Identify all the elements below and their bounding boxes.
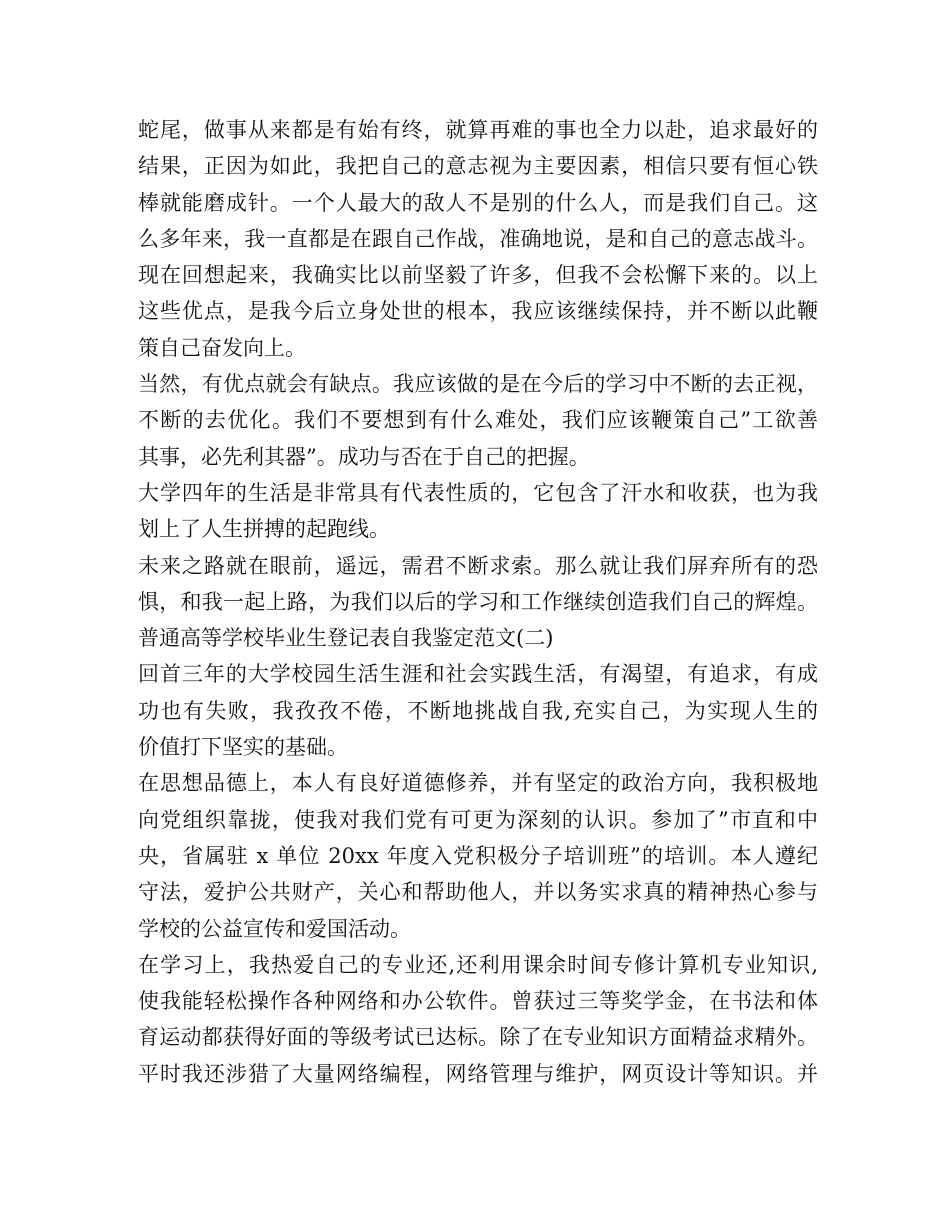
- text-line: 这些优点，是我今后立身处世的根本，我应该继续保持，并不断以此鞭: [138, 299, 818, 324]
- text-line: 在思想品德上，本人有良好道德修养，并有坚定的政治方向，我积极地: [138, 771, 818, 796]
- text-line: 惧，和我一起上路，为我们以后的学习和工作继续创造我们自己的辉煌。: [138, 589, 818, 614]
- text-line: 育运动都获得好面的等级考试已达标。除了在专业知识方面精益求精外。: [138, 1025, 818, 1050]
- text-line: 普通高等学校毕业生登记表自我鉴定范文(二): [138, 626, 554, 651]
- text-line: 当然，有优点就会有缺点。我应该做的是在今后的学习中不断的去正视，: [138, 372, 818, 397]
- document-body: [138, 112, 818, 1092]
- text-line: 使我能轻松操作各种网络和办公软件。曾获过三等奖学金，在书法和体: [138, 989, 818, 1014]
- text-line: 价值打下坚实的基础。: [138, 735, 348, 760]
- text-line: 蛇尾，做事从来都是有始有终，就算再难的事也全力以赴，追求最好的: [138, 118, 818, 142]
- text-line: 不断的去优化。我们不要想到有什么难处，我们应该鞭策自己”工欲善: [138, 408, 818, 433]
- text-line: 现在回想起来，我确实比以前坚毅了许多，但我不会松懈下来的。以上: [138, 263, 818, 288]
- text-line: 平时我还涉猎了大量网络编程，网络管理与维护，网页设计等知识。并: [138, 1061, 818, 1086]
- text-line: 在学习上，我热爱自己的专业还,还利用课余时间专修计算机专业知识,: [138, 952, 818, 977]
- text-line: 未来之路就在眼前，遥远，需君不断求索。那么就让我们屏弃所有的恐: [138, 553, 818, 578]
- text-line: 功也有失败，我孜孜不倦，不断地挑战自我,充实自己，为实现人生的: [138, 698, 818, 723]
- text-line: 结果，正因为如此，我把自己的意志视为主要因素，相信只要有恒心铁: [138, 154, 818, 179]
- text-line: 向党组织靠拢，使我对我们党有可更为深刻的认识。参加了”市直和中: [138, 807, 818, 832]
- text-line: 学校的公益宣传和爱国活动。: [138, 916, 411, 941]
- text-line: 么多年来，我一直都是在跟自己作战，准确地说，是和自己的意志战斗。: [138, 226, 818, 251]
- text-line: 守法，爱护公共财产，关心和帮助他人，并以务实求真的精神热心参与: [138, 880, 818, 905]
- text-line: 其事，必先利其器”。成功与否在于自己的把握。: [138, 444, 590, 469]
- text-line: 央，省属驻 x 单位 20xx 年度入党积极分子培训班”的培训。本人遵纪: [138, 843, 818, 868]
- text-line: 划上了人生拼搏的起跑线。: [138, 517, 390, 542]
- text-line: 大学四年的生活是非常具有代表性质的，它包含了汗水和收获，也为我: [138, 480, 818, 505]
- text-line: 策自己奋发向上。: [138, 335, 306, 360]
- text-line: 回首三年的大学校园生活生涯和社会实践生活，有渴望，有追求，有成: [138, 662, 818, 687]
- text-line: 棒就能磨成针。一个人最大的敌人不是别的什么人，而是我们自己。这: [138, 190, 818, 215]
